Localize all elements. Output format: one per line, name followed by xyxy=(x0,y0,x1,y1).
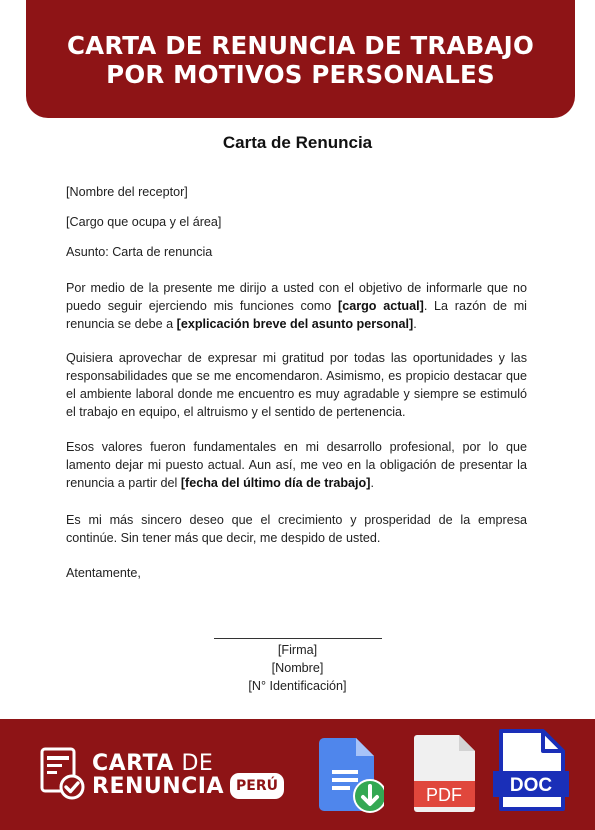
paragraph-1-text-c: . La razón de mi renuncia se debe a xyxy=(66,299,527,331)
brand-word-de: DE xyxy=(173,751,214,776)
document-check-icon xyxy=(40,747,86,801)
banner-title-line-2: POR MOTIVOS PERSONALES xyxy=(106,60,495,89)
pdf-label: PDF xyxy=(426,785,462,805)
banner-title-line-1: CARTA DE RENUNCIA DE TRABAJO xyxy=(66,31,535,60)
paragraph-1-text-e: . xyxy=(413,317,417,331)
brand-word-renuncia: RENUNCIA xyxy=(92,774,225,799)
doc-file-icon[interactable] xyxy=(493,729,573,815)
last-day-placeholder: [fecha del último día de trabajo] xyxy=(180,476,371,490)
header-banner xyxy=(26,0,575,118)
id-placeholder: [N° Identificación] xyxy=(248,679,347,693)
paragraph-1 xyxy=(66,279,527,333)
subject-line: Asunto: Carta de renuncia xyxy=(66,245,213,259)
brand-badge-peru: PERÚ xyxy=(230,773,284,799)
signature-placeholder: [Firma] xyxy=(277,643,318,657)
current-position-placeholder: [cargo actual] xyxy=(338,299,424,313)
pdf-file-icon[interactable] xyxy=(413,733,479,813)
recipient-placeholder: [Nombre del receptor] xyxy=(66,185,188,199)
paragraph-3-text-c: . xyxy=(370,476,374,490)
paragraph-3-text-a: Esos valores fueron fundamentales en mi desarrollo profesional, por lo que lamento dejar mi puesto actual. Aun así, me veo en la obligación de presentar la renuncia a partir del xyxy=(66,440,527,490)
letter-title: Carta de Renuncia xyxy=(222,133,373,152)
signature-line xyxy=(214,638,382,639)
personal-reason-placeholder: [explicación breve del asunto personal] xyxy=(176,317,414,331)
paragraph-4: Es mi más sincero deseo que el crecimiento y prosperidad de la empresa continúe. Sin tener más que decir, me despido de usted. xyxy=(66,513,527,545)
brand-word-carta: CARTA xyxy=(92,751,174,776)
paragraph-2: Quisiera aprovechar de expresar mi gratitud por todas las oportunidades y las responsabilidades que se me encomendaron. Asimismo, es propicio destacar que el ambiente laboral donde me encuentro es muy agradable y siempre se estimuló el trabajo en equipo, el altruismo y el sentido de pertenencia. xyxy=(66,351,527,419)
google-docs-download-icon[interactable] xyxy=(318,736,384,816)
doc-label: DOC xyxy=(509,775,553,796)
paragraph-3 xyxy=(66,438,527,492)
brand-line-2 xyxy=(92,773,284,799)
banner-title xyxy=(26,31,575,89)
paragraph-1-text-a: Por medio de la presente me dirijo a usted con el objetivo de informarle que no puedo seguir ejerciendo mis funciones como xyxy=(66,281,527,313)
position-placeholder: [Cargo que ocupa y el área] xyxy=(66,215,222,229)
name-placeholder: [Nombre] xyxy=(271,661,324,675)
closing-line: Atentamente, xyxy=(66,566,141,580)
